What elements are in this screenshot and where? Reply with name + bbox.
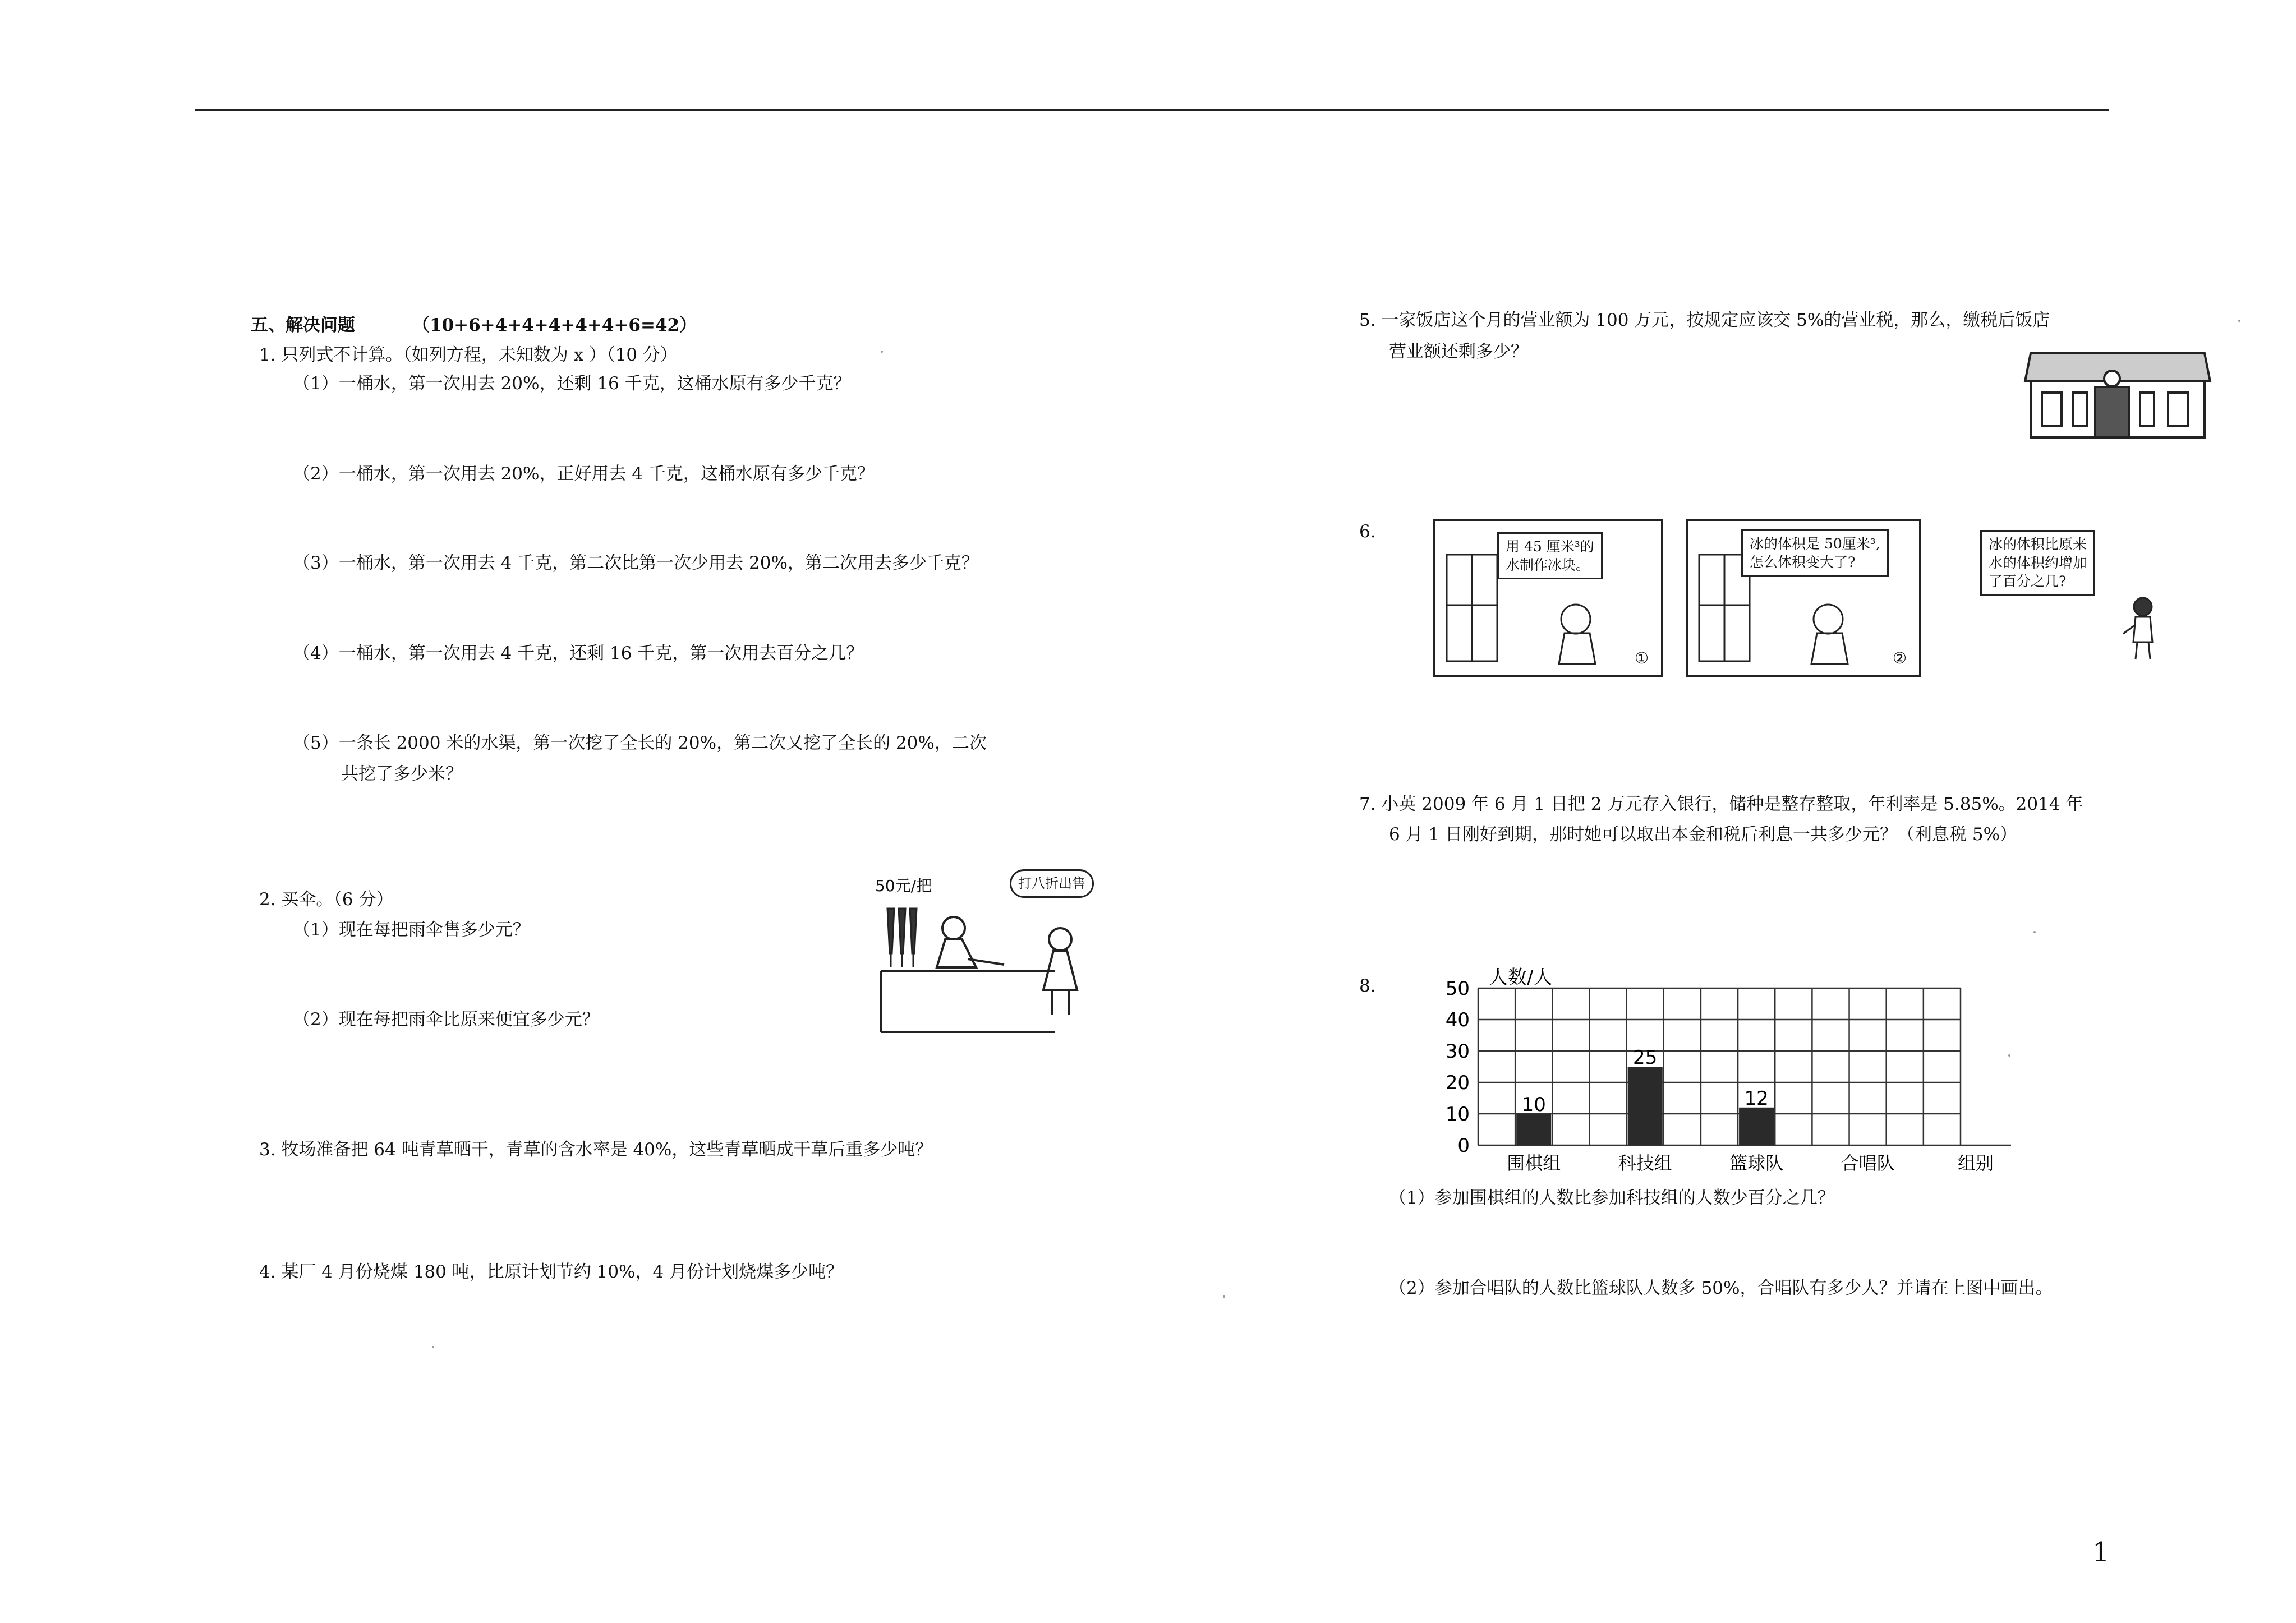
scan-speck <box>2033 931 2036 933</box>
panel-2-bubble <box>1741 529 1889 577</box>
header-rule <box>195 109 2109 111</box>
q2-item-1: （1）现在每把雨伞售多少元？ <box>293 920 530 940</box>
chart-category-label: 合唱队 <box>1841 1152 1895 1174</box>
scan-speck <box>881 351 883 353</box>
q8-sub-2: （2）参加合唱队的人数比篮球队人数多 50%，合唱队有多少人？并请在上图中画出。 <box>1389 1278 2053 1298</box>
chart-bar <box>1628 1067 1663 1145</box>
q8-sub-1: （1）参加围棋组的人数比参加科技组的人数少百分之几？ <box>1389 1188 1835 1208</box>
q8-number: 8. <box>1359 976 1376 996</box>
q1-title: 1. 只列式不计算。（如列方程，未知数为 x ）（10 分） <box>259 345 678 365</box>
panel-1-number: ① <box>1635 649 1649 667</box>
panel-2-number: ② <box>1893 649 1907 667</box>
q1-item-2: （2）一桶水，第一次用去 20%，正好用去 4 千克，这桶水原有多少千克？ <box>293 464 875 484</box>
chart-y-tick-label: 0 <box>1457 1135 1470 1157</box>
chart-data-label: 10 <box>1521 1094 1546 1116</box>
scan-speck <box>1223 1295 1225 1298</box>
chart-y-tick-label: 40 <box>1445 1009 1470 1031</box>
chart-y-tick-label: 30 <box>1445 1040 1470 1063</box>
q5-line-2: 营业额还剩多少？ <box>1389 342 1528 362</box>
section-title: 五、解决问题 <box>251 315 355 335</box>
q1-item-5: （5）一条长 2000 米的水渠，第一次挖了全长的 20%，第二次又挖了全长的 20%，二次 <box>293 733 987 753</box>
q6-number: 6. <box>1359 522 1376 542</box>
ice-panel-1 <box>1433 519 1663 677</box>
umbrella-shop-illustration <box>875 869 1122 1038</box>
panel-1-bubble-line-2: 水制作冰块。 <box>1506 557 1590 573</box>
q7-line-1: 7. 小英 2009 年 6 月 1 日把 2 万元存入银行，储种是整存整取，年利率是 5.85%。2014 年 <box>1359 794 2083 814</box>
chart-y-tick-label: 50 <box>1445 978 1470 1000</box>
chart-y-tick-label: 20 <box>1445 1072 1470 1094</box>
q1-item-1: （1）一桶水，第一次用去 20%，还剩 16 千克，这桶水原有多少千克？ <box>293 374 851 394</box>
q3-text: 3. 牧场准备把 64 吨青草晒干，青草的含水率是 40%，这些青草晒成干草后重多少吨？ <box>259 1140 933 1160</box>
q4-text: 4. 某厂 4 月份烧煤 180 吨，比原计划节约 10%，4 月份计划烧煤多少吨？ <box>259 1262 844 1282</box>
chart-category-label: 科技组 <box>1618 1152 1672 1174</box>
chart-y-tick-label: 10 <box>1445 1103 1470 1126</box>
q1-item-3: （3）一桶水，第一次用去 4 千克，第二次比第一次少用去 20%，第二次用去多少千克？ <box>293 553 979 573</box>
chart-y-axis-label: 人数/人 <box>1489 966 1553 989</box>
q1-item-4: （4）一桶水，第一次用去 4 千克，还剩 16 千克，第一次用去百分之几？ <box>293 643 864 663</box>
panel-3-bubble-line-1: 冰的体积比原来 <box>1989 536 2087 552</box>
child-figure-icon <box>2118 594 2162 662</box>
q2-item-2: （2）现在每把雨伞比原来便宜多少元？ <box>293 1009 600 1030</box>
chart-x-axis-label: 组别 <box>1958 1152 1994 1174</box>
scan-speck <box>432 1346 434 1348</box>
chart-category-label: 围棋组 <box>1507 1152 1561 1174</box>
ice-panel-2 <box>1686 519 1921 677</box>
chart-bar <box>1739 1108 1774 1145</box>
panel-1-bubble <box>1497 532 1603 579</box>
umbrella-shop-drawing <box>875 869 1122 1038</box>
scan-speck <box>2238 320 2240 322</box>
q2-title: 2. 买伞。（6 分） <box>259 889 394 910</box>
q7-line-2: 6 月 1 日刚好到期，那时她可以取出本金和税后利息一共多少元？（利息税 5%） <box>1389 824 2018 845</box>
restaurant-building-icon <box>2019 348 2213 442</box>
sale-bubble: 打八折出售 <box>1010 869 1094 898</box>
price-label: 50元/把 <box>875 877 932 895</box>
panel-1-bubble-line-1: 用 45 厘米³的 <box>1506 538 1594 555</box>
q1-item-5-cont: 共挖了多少米？ <box>341 764 463 784</box>
chart-bar <box>1516 1114 1551 1145</box>
panel-2-bubble-line-1: 冰的体积是 50厘米³, <box>1750 536 1880 552</box>
chart-category-label: 篮球队 <box>1729 1152 1784 1174</box>
chart-data-label: 25 <box>1633 1046 1658 1069</box>
panel-3-bubble-line-3: 了百分之几? <box>1989 573 2067 589</box>
scan-speck <box>2008 1054 2010 1057</box>
group-size-bar-chart <box>1442 965 2031 1178</box>
chart-data-label: 12 <box>1744 1087 1769 1110</box>
panel-3-bubble <box>1980 530 2095 596</box>
q5-line-1: 5. 一家饭店这个月的营业额为 100 万元，按规定应该交 5%的营业税，那么，缴税后饭店 <box>1359 310 2050 330</box>
panel-2-bubble-line-2: 怎么体积变大了? <box>1750 554 1856 570</box>
page-number: 1 <box>2092 1537 2110 1568</box>
panel-3-bubble-line-2: 水的体积约增加 <box>1989 555 2087 571</box>
section-score: （10+6+4+4+4+4+4+6=42） <box>412 315 697 335</box>
